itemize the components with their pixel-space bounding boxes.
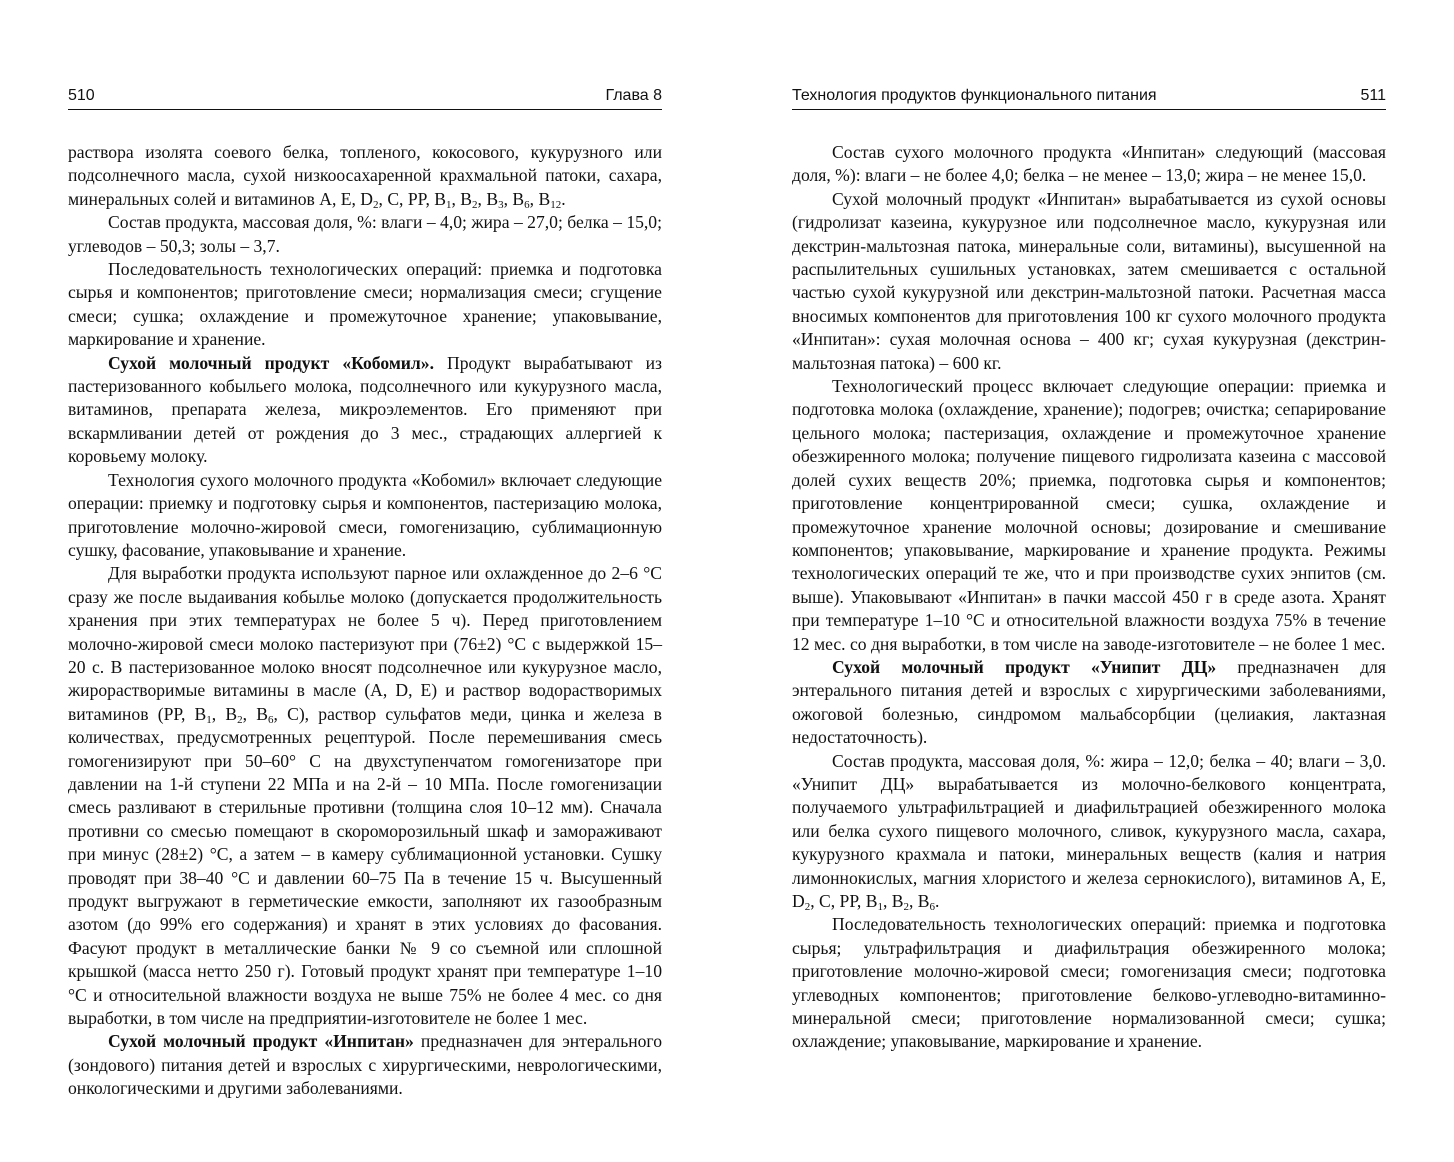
right-page — [792, 0, 1386, 1162]
paragraph: раствора изолята соевого белка, топленого, кокосового, кукурузного или подсолнечного масла, сухой низкоосахаренной крахмальной патоки, сахара, минеральных солей и витаминов А, Е, $D_2$, С, PP, $B_1$, $B_2$, $B_3$, $B_6$, $B_{12}$. — [68, 142, 662, 211]
paragraph: Технология сухого молочного продукта «Кобомил» включает следующие операции: приемку и подготовку сырья и компонентов, пастеризацию молока, приготовление молочно-жировой смеси, гомогенизацию, сублимационную сушку, фасование, упаковывание и хранение. — [68, 469, 662, 560]
product-heading: Сухой молочный продукт «Инпитан» — [108, 1031, 414, 1052]
paragraph: Сухой молочный продукт «Инпитан» вырабатывается из сухой основы (гидролизат казеина, кукурузное или подсолнечное масло, кукурузная или декстрин-мальтозная патока, минеральные соли, витамины), высушенной на распылительных сушильных установках, затем смешивается с остальной частью сухой кукурузной или декстрин-мальтозной патоки. Расчетная масса вносимых компонентов для приготовления 100 кг сухого молочного продукта «Инпитан»: сухая молочная основа – 400 кг; сухая кукурузная (декстрин-мальтозная патока) – 600 кг. — [792, 188, 1386, 373]
left-running-head — [68, 87, 662, 110]
paragraph: Состав продукта, массовая доля, %: жира – 12,0; белка – 40; влаги – 3,0. «Унипит ДЦ» вырабатывается из молочно-белкового концентрата, получаемого ультрафильтрацией и диафильтрацией обезжиренного молока или белка сухого пищевого молочного, сливок, кукурузного масла, сахара, кукурузного крахмала и патоки, минеральных веществ (калия и натрия лимоннокислых, магния хлористого и железа сернокислого), витаминов А, Е, $D_2$, С, РР, $B_1$, $B_2$, $B_6$. — [792, 750, 1386, 913]
paragraph: Сухой молочный продукт «Унипит ДЦ» предназначен для энтерального питания детей и взрослых с хирургическими заболеваниями, ожоговой болезнью, синдромом мальабсорбции (целиакия, лактазная недостаточность). — [792, 656, 1386, 748]
page-number: 510 — [68, 87, 95, 104]
right-running-head — [792, 87, 1386, 110]
product-heading: Сухой молочный продукт «Унипит ДЦ» — [832, 656, 1217, 677]
product-heading: Сухой молочный продукт «Кобомил». — [108, 352, 435, 373]
paragraph: Последовательность технологических операций: приемка и подготовка сырья и компонентов; приготовление смеси; нормализация смеси; сгущение смеси; сушка; охлаждение и промежуточное хранение; упаковывание, маркирование и хранение. — [68, 259, 662, 350]
paragraph: Сухой молочный продукт «Кобомил». Продукт вырабатывают из пастеризованного кобыльего молока, подсолнечного или кукурузного масла, витаминов, препарата железа, микроэлементов. Его применяют при вскармливании детей от рождения до 3 мес., страдающих аллергией к коровьему молоку. — [68, 352, 662, 467]
left-page-text — [68, 141, 662, 1101]
paragraph: Сухой молочный продукт «Инпитан» предназначен для энтерального (зондового) питания детей и взрослых с хирургическими, неврологическими, онкологическими и другими заболеваниями. — [68, 1031, 663, 1099]
running-title: Технология продуктов функционального питания — [792, 87, 1157, 104]
paragraph: Состав сухого молочного продукта «Инпитан» следующий (массовая доля, %): влаги – не более 4,0; белка – не менее – 13,0; жира – не менее 15,0. — [792, 142, 1386, 186]
paragraph: Для выработки продукта используют парное или охлажденное до 2–6 °С сразу же после выдаивания кобылье молоко (допускается продолжительность хранения при этих температурах не более 5 ч). Перед приготовлением молочно-жировой смеси молоко пастеризуют при (76±2) °С с выдержкой 15–20 с. В пастеризованное молоко вносят подсолнечное или кукурузное масло, жирорастворимые витамины в масле (A, D, E) и раствор водорастворимых витаминов (РР, $В_1$, $В_2$, $В_6$, С), раствор сульфатов меди, цинка и железа в количествах, предусмотренных рецептурой. После перемешивания смесь гомогенизируют при 50–60° С на двухступенчатом гомогенизаторе при давлении на 1-й ступени 22 МПа и на 2-й – 10 МПа. После гомогенизации смесь разливают в стерильные противни (толщина слоя 10–12 мм). Сначала противни со смесью помещают в скороморозильный шкаф и замораживают при минус (28±2) °С, а затем – в камеру сублимационной установки. Сушку проводят при 38–40 °С и давлении 60–75 Па в течение 15 ч. Высушенный продукт выгружают в герметические емкости, заполняют их газообразным азотом (до 99% его содержания) и хранят в этих условиях до фасования. Фасуют продукт в металлические банки № 9 со съемной или сплошной крышкой (масса нетто 250 г). Готовый продукт хранят при температуре 1–10 °С и относительной влажности воздуха не выше 75% не более 4 мес. со дня выработки, в том числе на предприятии-изготовителе не более 1 мес. — [68, 563, 662, 1029]
right-page-text — [792, 141, 1386, 1054]
left-page — [68, 0, 662, 1162]
paragraph: Состав продукта, массовая доля, %: влаги – 4,0; жира – 27,0; белка – 15,0; углеводов – 50,3; золы – 3,7. — [68, 212, 662, 256]
paragraph: Последовательность технологических операций: приемка и подготовка сырья; ультрафильтрация и диафильтрация обезжиренного молока; приготовление молочно-жировой смеси; гомогенизация смеси; подготовка углеводных компонентов; приготовление белково-углеводно-витаминно-минеральной смеси; приготовление нормализованной смеси; сушка; охлаждение; упаковывание, маркирование и хранение. — [792, 914, 1386, 1052]
paragraph: Технологический процесс включает следующие операции: приемка и подготовка молока (охлаждение, хранение); подогрев; очистка; сепарирование цельного молока; пастеризация, охлаждение и промежуточное хранение обезжиренного молока; получение пищевого гидролизата казеина с массовой долей сухих веществ 20%; приемка, подготовка сырья и компонентов; приготовление концентрированной смеси; сушка, охлаждение и промежуточное хранение молочной основы; дозирование и смешивание компонентов; упаковывание, маркирование и хранение продукта. Режимы технологических операций те же, что и при производстве сухих энпитов (см. выше). Упаковывают «Инпитан» в пачки массой 450 г в среде азота. Хранят при температуре 1–10 °С и относительной влажности воздуха 75% в течение 12 мес. со дня выработки, в том числе на заводе-изготовителе – не более 1 мес. — [792, 376, 1386, 654]
page-number: 511 — [1360, 87, 1386, 104]
chapter-title: Глава 8 — [605, 87, 662, 104]
